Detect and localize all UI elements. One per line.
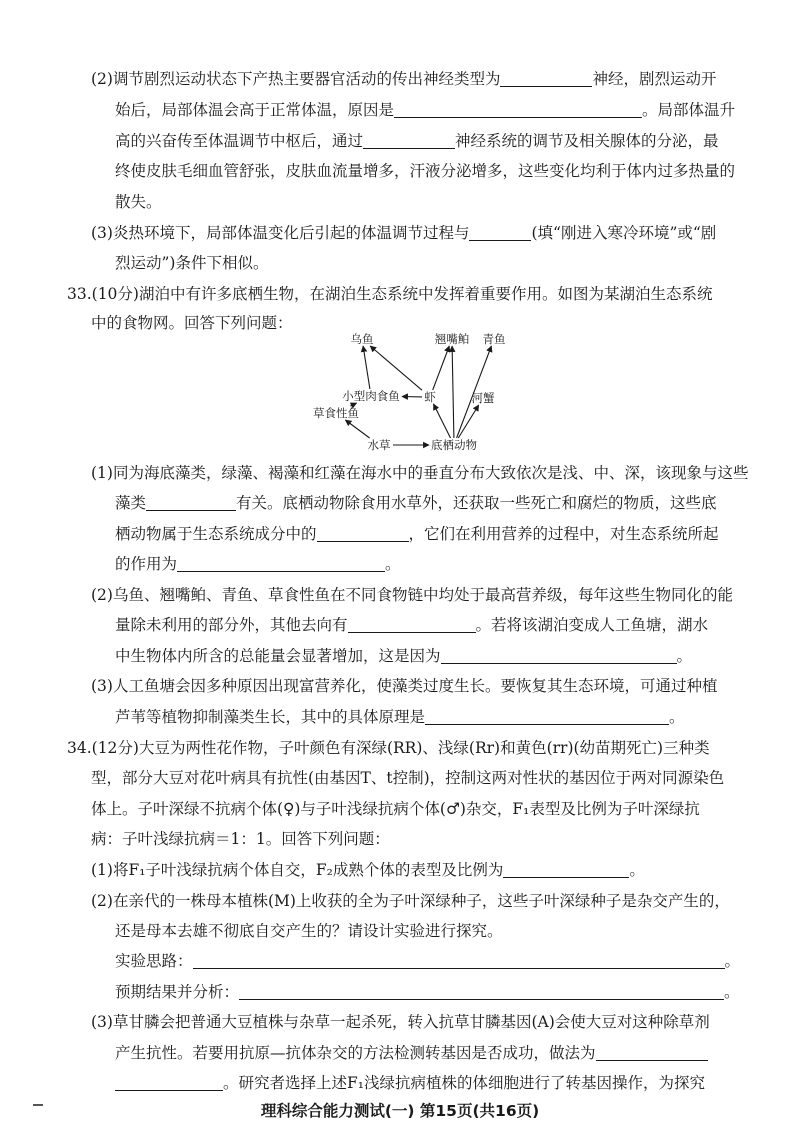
q32-part2-line4: 终使皮肤毛细血管舒张，皮肤血流量增多，汗液分泌增多，这些变化均利于体内过多热量的	[115, 162, 736, 180]
answer-blank[interactable]	[394, 101, 642, 118]
q34-intro-line2: 型，部分大豆对花叶病具有抗性(由基因T、t控制)，控制这两对性状的基因位于两对同源染色	[91, 769, 725, 787]
q34-intro-line3: 体上。子叶深绿不抗病个体(♀)与子叶浅绿抗病个体(♂)杂交，F₁表型及比例为子叶深绿抗	[91, 800, 700, 818]
answer-blank[interactable]	[177, 555, 385, 572]
answer-blank[interactable]	[500, 70, 592, 87]
food-web-node-hexie: 河蟹	[471, 391, 495, 405]
q32-part2-line3: 高的兴奋传至体温调节中枢后，通过 神经系统的调节及相关腺体的分泌，最	[115, 132, 719, 150]
q33-part1-line3: 栖动物属于生态系统成分中的 ，它们在利用营养的过程中，对生态系统所起	[115, 525, 719, 543]
q32-part2-line1: (2)调节剧烈运动状态下产热主要器官活动的传出神经类型为 神经，剧烈运动开	[91, 70, 717, 88]
scan-mark	[33, 1104, 43, 1106]
food-web-arrow-xiaoxing-to-wuyu	[363, 346, 370, 389]
q33-part2-line1: (2)乌鱼、翘嘴鲌、青鱼、草食性鱼在不同食物链中均处于最高营养级，每年这些生物同化的能	[91, 586, 733, 604]
answer-blank[interactable]	[146, 494, 236, 511]
q33-intro-line2: 中的食物网。回答下列问题：	[91, 314, 293, 332]
food-web-arrow-shuicao-to-caoshi	[345, 420, 369, 438]
food-web-node-wuyu: 乌鱼	[350, 332, 374, 346]
q32-part2-line5: 散失。	[115, 193, 162, 211]
q34-part3-line1: (3)草甘膦会把普通大豆植株与杂草一起杀死，转入抗草甘膦基因(A)会使大豆对这种除草剂	[91, 1013, 710, 1031]
answer-blank[interactable]	[115, 1074, 223, 1091]
food-web-nodes	[313, 332, 506, 452]
q33-part3-line1: (3)人工鱼塘会因多种原因出现富营养化，使藻类过度生长。要恢复其生态环境，可通过种植	[91, 677, 718, 695]
q33-part1-line4: 的作用为 。	[115, 555, 401, 573]
food-web-node-shuicao: 水草	[367, 438, 391, 452]
answer-blank[interactable]	[441, 647, 677, 664]
q34-part2-line1: (2)在亲代的一株母本植株(M)上收获的全为子叶深绿种子，这些子叶深绿种子是杂交产生的，	[91, 892, 730, 910]
answer-blank[interactable]	[469, 224, 531, 241]
answer-blank[interactable]	[425, 708, 669, 725]
answer-blank[interactable]	[596, 1044, 708, 1061]
q33-part1-line2: 藻类 有关。底栖动物除食用水草外，还获取一些死亡和腐烂的物质，这些底	[115, 494, 717, 512]
q33-part2-line2: 量除未利用的部分外，其他去向有 。若将该湖泊变成人工鱼塘，湖水	[115, 616, 709, 634]
q33-part2-line3: 中生物体内所含的总能量会显著增加，这是因为 。	[115, 647, 693, 665]
food-web-node-caoshi: 草食性鱼	[313, 406, 359, 420]
answer-blank[interactable]	[193, 952, 725, 969]
food-web-node-diqi: 底栖动物	[431, 438, 477, 452]
q33-part1-line1: (1)同为海底藻类，绿藻、褐藻和红藻在海水中的垂直分布大致依次是浅、中、深，该现象与这些	[91, 464, 749, 482]
answer-blank[interactable]	[239, 983, 724, 1000]
q32-part2-line2: 始后，局部体温会高于正常体温，原因是 。局部体温升	[115, 101, 736, 119]
q34-expected-result-line: 预期结果并分析： 。	[115, 983, 740, 1001]
food-web-arrow-xia-to-wuyu	[370, 346, 422, 390]
q32-part3-line1: (3)炎热环境下，局部体温变化后引起的体温调节过程与 (填“刚进入寒冷环境”或“剧	[91, 224, 717, 242]
q34-part1-line1: (1)将F₁子叶浅绿抗病个体自交，F₂成熟个体的表型及比例为 。	[91, 861, 645, 879]
q34-intro-line4: 病：子叶浅绿抗病＝1：1。回答下列问题：	[91, 830, 390, 848]
q34-part3-line3: 。研究者选择上述F₁浅绿抗病植株的体细胞进行了转基因操作，为探究	[115, 1072, 705, 1094]
food-web-arrow-diqi-to-hexie	[458, 405, 478, 438]
q32-part3-line2: 烈运动”)条件下相似。	[115, 254, 269, 272]
q34-experiment-idea-line: 实验思路： 。	[115, 952, 741, 970]
page-footer: 理科综合能力测试(一) 第15页(共16页)	[260, 1102, 540, 1120]
q33-part3-line2: 芦苇等植物抑制藻类生长，其中的具体原理是 。	[115, 708, 685, 726]
food-web-arrow-xia-to-qiaozuibo	[433, 346, 450, 390]
q34-part2-line2: 还是母本去雄不彻底自交产生的？请设计实验进行探究。	[115, 922, 503, 940]
q34-intro-line1: 34.(12分)大豆为两性花作物，子叶颜色有深绿(RR)、浅绿(Rr)和黄色(rr)(幼苗期死亡)三种类	[67, 739, 710, 757]
food-web-diagram	[300, 325, 520, 460]
food-web-node-xiaoxing: 小型肉食鱼	[342, 389, 400, 403]
answer-blank[interactable]	[363, 132, 455, 149]
food-web-node-qiaozuibo: 翘嘴鲌	[434, 332, 470, 346]
q34-part3-line2: 产生抗性。若要用抗原—抗体杂交的方法检测转基因是否成功，做法为	[115, 1042, 708, 1064]
q33-intro-line1: 33.(10分)湖泊中有许多底栖生物，在湖泊生态系统中发挥着重要作用。如图为某湖泊生态系统	[67, 285, 713, 303]
answer-blank[interactable]	[317, 525, 409, 542]
answer-blank[interactable]	[503, 861, 629, 878]
answer-blank[interactable]	[348, 616, 476, 633]
food-web-arrow-diqi-to-xia	[434, 404, 451, 438]
food-web-arrow-diqi-to-qiaozuibo	[452, 346, 454, 438]
food-web-node-xia: 虾	[424, 390, 436, 404]
food-web-node-qingyu: 青鱼	[482, 332, 506, 346]
